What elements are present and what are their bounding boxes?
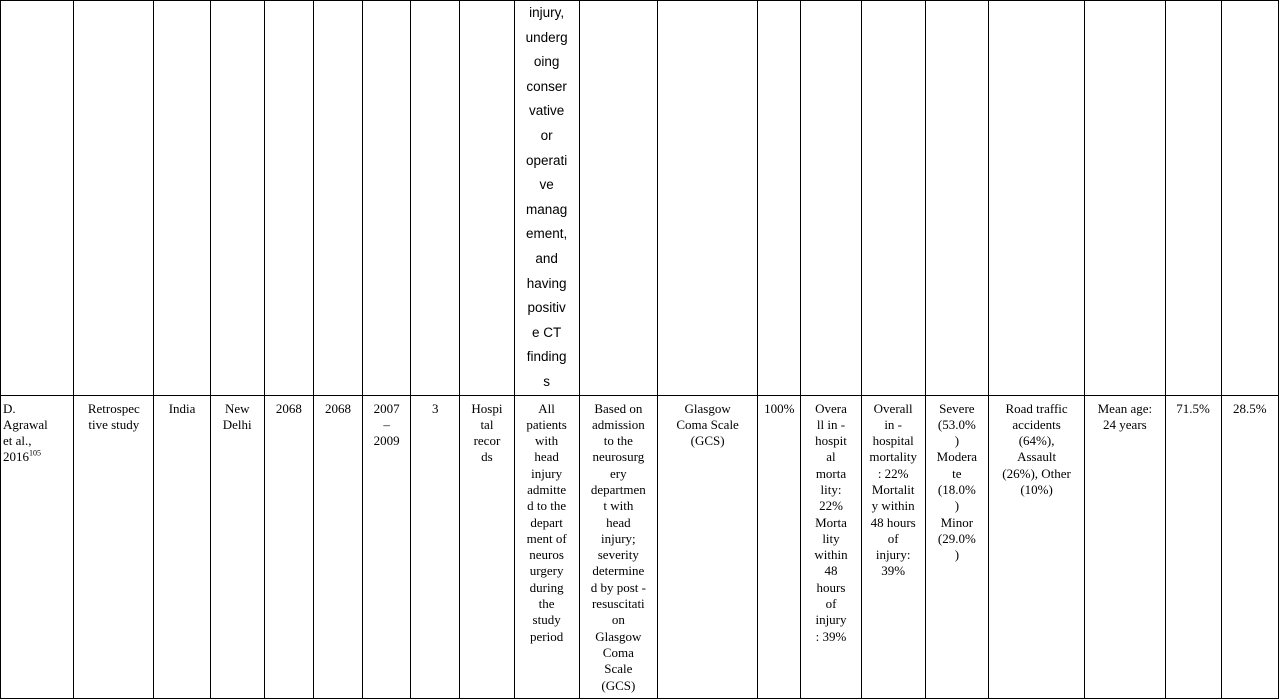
- inclusion-criteria-continued-cell: [514, 1, 579, 396]
- mortality-a-cell: [801, 395, 861, 698]
- empty-cell: [1085, 1, 1165, 396]
- empty-cell: [264, 1, 313, 396]
- percent-text: 100%: [764, 400, 795, 416]
- case-definition-cell: [579, 395, 657, 698]
- empty-cell: [925, 1, 988, 396]
- city-cell: [210, 395, 264, 698]
- empty-cell: [313, 1, 362, 396]
- empty-cell: [210, 1, 264, 396]
- sample-analyzed-text: 2068: [325, 400, 351, 416]
- study-period-text: 2007 – 2009: [373, 400, 400, 449]
- data-source-text: Hospi tal recor ds: [471, 400, 503, 465]
- mechanism-cell: [988, 395, 1084, 698]
- city-text: New Delhi: [222, 400, 252, 432]
- age-text: Mean age: 24 years: [1097, 400, 1153, 432]
- severity-scale-text: Glasgow Coma Scale (GCS): [676, 400, 739, 449]
- empty-cell: [801, 1, 861, 396]
- case-definition-text: Based on admission to the neurosurg ery departmen t with head injury; severity determine d by post - resuscitati on Glasgow Coma Scale (GCS): [590, 400, 646, 693]
- empty-cell: [363, 1, 411, 396]
- empty-cell: [460, 1, 514, 396]
- inclusion-criteria-continued-text: injury, underg oing conser vative or operati ve manag ement, and having positiv e CT finding s: [525, 5, 568, 389]
- empty-cell: [988, 1, 1084, 396]
- empty-cell: [758, 1, 801, 396]
- data-source-cell: [460, 395, 514, 698]
- duration-text: 3: [432, 400, 439, 416]
- mortality-a-text: Overa ll in - hospit al morta lity: 22% Morta lity within 48 hours of injury : 39%: [814, 400, 848, 644]
- empty-cell: [411, 1, 460, 396]
- inclusion-criteria-text: All patients with head injury admitte d to the depart ment of neuros urgery during the study period: [526, 400, 567, 644]
- empty-cell: [861, 1, 925, 396]
- empty-cell: [1, 1, 74, 396]
- continuation-row: [1, 1, 1279, 396]
- country-cell: [154, 395, 210, 698]
- reference-number: 105: [29, 449, 41, 459]
- study-design-cell: [74, 395, 154, 698]
- mortality-b-text: Overall in - hospital mortality : 22% Mortalit y within 48 hours of injury: 39%: [869, 400, 917, 579]
- male-percent-text: 71.5%: [1176, 400, 1210, 416]
- percent-cell: [758, 395, 801, 698]
- severity-distribution-text: Severe (53.0% ) Modera te (18.0% ) Minor (29.0% ): [936, 400, 978, 563]
- author-name: D. Agrawal et al., 2016: [3, 400, 48, 465]
- empty-cell: [1221, 1, 1278, 396]
- female-cell: [1221, 395, 1278, 698]
- severity-scale-cell: [657, 395, 757, 698]
- male-cell: [1165, 395, 1221, 698]
- duration-cell: [411, 395, 460, 698]
- empty-cell: [579, 1, 657, 396]
- study-design-text: Retrospec tive study: [87, 400, 140, 432]
- country-text: India: [168, 400, 196, 416]
- table-row: [1, 395, 1279, 698]
- severity-distribution-cell: [925, 395, 988, 698]
- empty-cell: [657, 1, 757, 396]
- author-cell: [1, 395, 74, 698]
- age-cell: [1085, 395, 1165, 698]
- inclusion-criteria-cell: [514, 395, 579, 698]
- sample-analyzed-cell: [313, 395, 362, 698]
- empty-cell: [154, 1, 210, 396]
- empty-cell: [74, 1, 154, 396]
- mortality-b-cell: [861, 395, 925, 698]
- mechanism-text: Road traffic accidents (64%), Assault (26%), Other (10%): [1002, 400, 1071, 497]
- female-percent-text: 28.5%: [1233, 400, 1267, 416]
- sample-size-text: 2068: [275, 400, 302, 416]
- study-period-cell: [363, 395, 411, 698]
- sample-size-cell: [264, 395, 313, 698]
- empty-cell: [1165, 1, 1221, 396]
- author-text: [3, 401, 71, 466]
